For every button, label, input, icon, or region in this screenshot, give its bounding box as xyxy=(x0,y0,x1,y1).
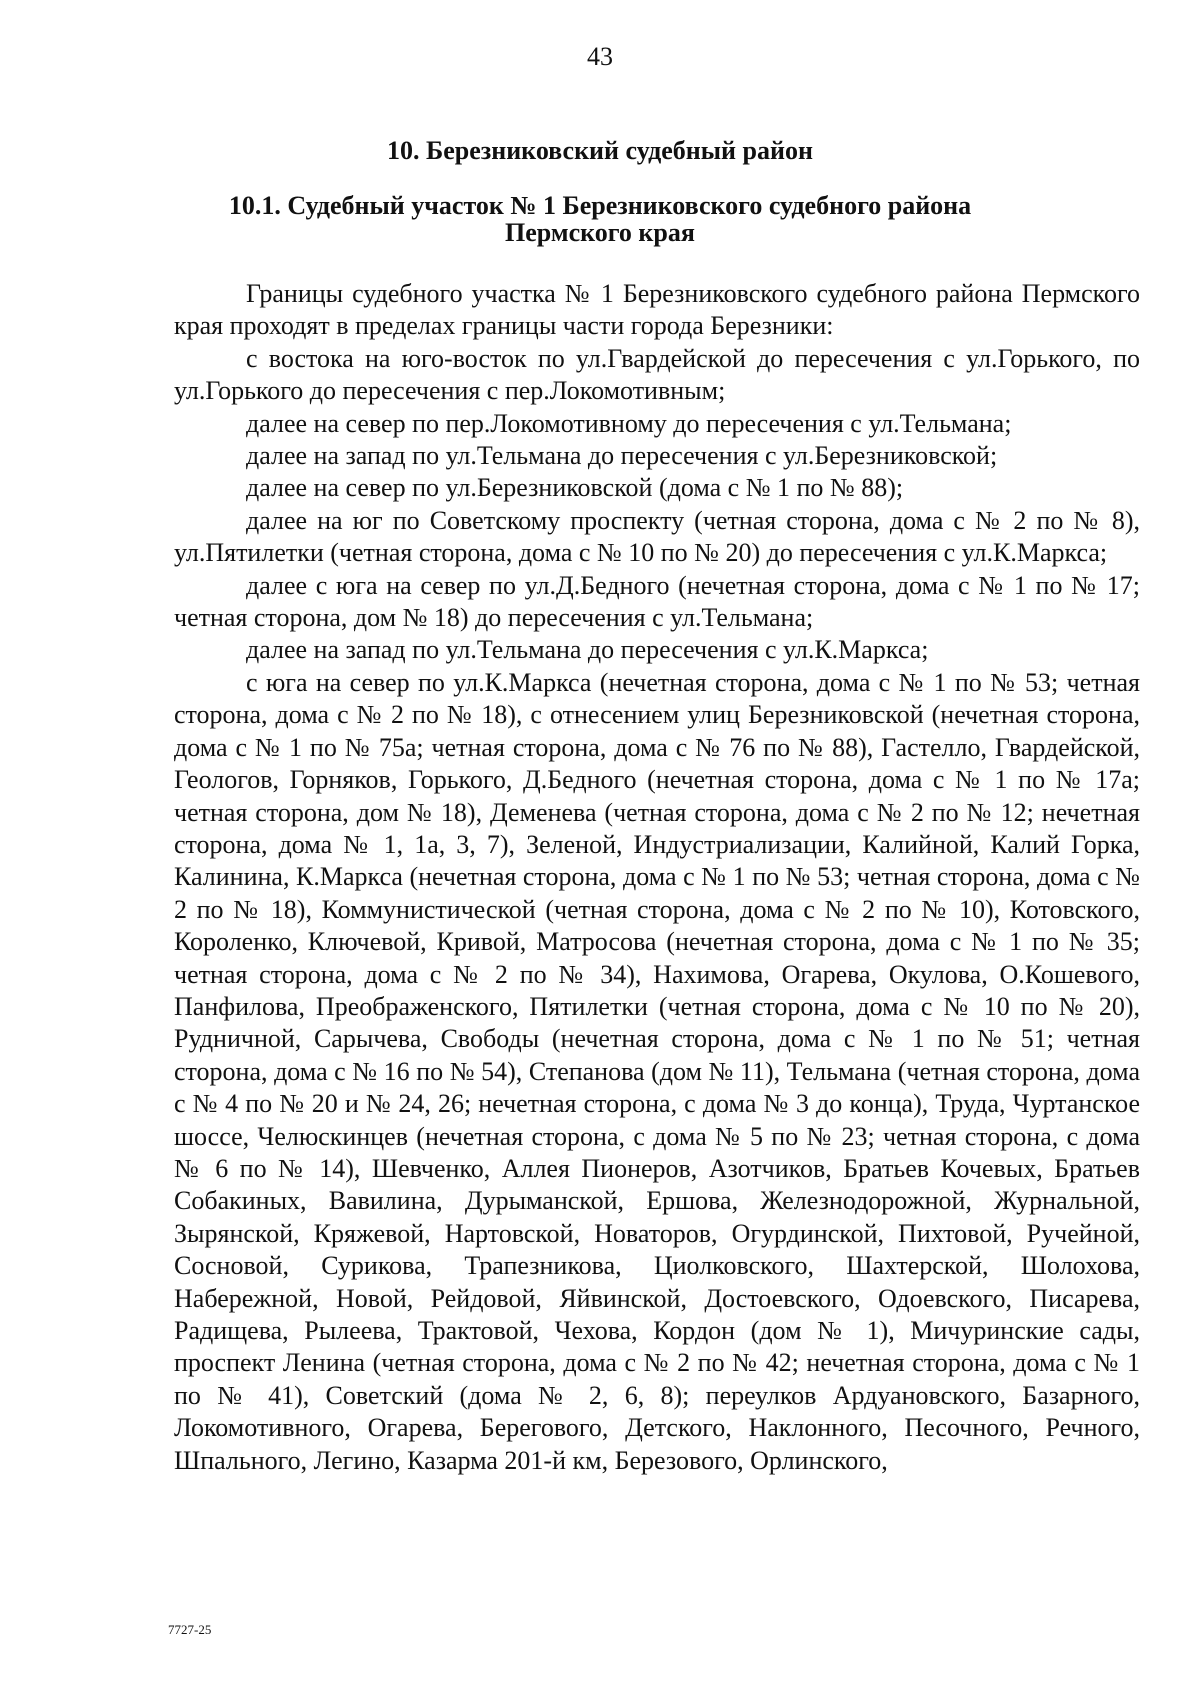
page-number: 43 xyxy=(587,42,613,71)
paragraph: далее с юга на север по ул.Д.Бедного (нечетная сторона, дома с № 1 по № 17; четная сторона, дом № 18) до пересечения с ул.Тельмана; xyxy=(174,570,1140,633)
paragraph: далее на север по пер.Локомотивному до пересечения с ул.Тельмана; xyxy=(246,408,1012,438)
paragraph: далее на юг по Советскому проспекту (четная сторона, дома с № 2 по № 8), ул.Пятилетки (четная сторона, дома с № 10 по № 20) до пересечения с ул.К.Маркса; xyxy=(174,505,1140,568)
paragraph: с юга на север по ул.К.Маркса (нечетная сторона, дома с № 1 по № 53; четная сторона, дома с № 2 по № 18), с отнесением улиц Березниковской (нечетная сторона, дома с № 1 по № 75а; четная сторона, дома с № 76 по № 88), Гастелло, Гвардейской, Геологов, Горняков, Горького, Д.Бедного (нечетная сторона, дома с № 1 по № 17а; четная сторона, дом № 18), Деменева (четная сторона, дома с № 2 по № 12; нечетная сторона, дома № 1, 1а, 3, 7), Зеленой, Индустриализации, Калийной, Калий Горка, Калинина, К.Маркса (нечетная сторона, дома с № 1 по № 53; четная сторона, дома с № 2 по № 18), Коммунистической (четная сторона, дома с № 2 по № 10), Котовского, Короленко, Ключевой, Кривой, Матросова (нечетная сторона, дома с № 1 по № 35; четная сторона, дома с № 2 по № 34), Нахимова, Огарева, Окулова, О.Кошевого, Панфилова, Преображенского, Пятилетки (четная сторона, дома с № 10 по № 20), Рудничной, Сарычева, Свободы (нечетная сторона, дома с № 1 по № 51; четная сторона, дома с № 16 по № 54), Степанова (дом № 11), Тельмана (четная сторона, дома с № 4 по № 20 и № 24, 26; нечетная сторона, с дома № 3 до конца), Труда, Чуртанское шоссе, Челюскинцев (нечетная сторона, с дома № 5 по № 23; четная сторона, с дома № 6 по № 14), Шевченко, Аллея Пионеров, Азотчиков, Братьев Кочевых, Братьев Собакиных, Вавилина, Дурыманской, Ершова, Железнодорожной, Журнальной, Зырянской, Кряжевой, Нартовской, Новаторов, Огурдинской, Пихтовой, Ручейной, Сосновой, Сурикова, Трапезникова, Циолковского, Шахтерской, Шолохова, Набережной, Новой, Рейдовой, Яйвинской, Достоевского, Одоевского, Писарева, Радищева, Рылеева, Трактовой, Чехова, Кордон (дом № 1), Мичуринские сады, проспект Ленина (четная сторона, дома с № 2 по № 42; нечетная сторона, дома с № 1 по № 41), Советский (дома № 2, 6, 8); переулков Ардуановского, Базарного, Локомотивного, Огарева, Берегового, Детского, Наклонного, Песочного, Речного, Шпального, Легино, Казарма 201-й км, Березового, Орлинского, xyxy=(174,667,1140,1475)
body-text xyxy=(174,278,1140,1477)
subsection-title xyxy=(0,192,1200,246)
document-code: 7727-25 xyxy=(168,1622,212,1637)
paragraph: далее на север по ул.Березниковской (дома с № 1 по № 88); xyxy=(246,473,904,503)
paragraph: далее на запад по ул.Тельмана до пересечения с ул.Березниковской; xyxy=(246,441,998,471)
subsection-title-line-1: 10.1. Судебный участок № 1 Березниковского судебного района xyxy=(228,191,972,220)
section-title: 10. Березниковский судебный район xyxy=(387,136,813,165)
paragraph: Границы судебного участка № 1 Березниковского судебного района Пермского края проходят в пределах границы части города Березники: xyxy=(174,279,1140,341)
subsection-title-line-2: Пермского края xyxy=(505,218,695,247)
paragraph: с востока на юго-восток по ул.Гвардейской до пересечения с ул.Горького, по ул.Горького до пересечения с пер.Локомотивным; xyxy=(174,343,1140,406)
paragraph: далее на запад по ул.Тельмана до пересечения с ул.К.Маркса; xyxy=(246,635,929,665)
